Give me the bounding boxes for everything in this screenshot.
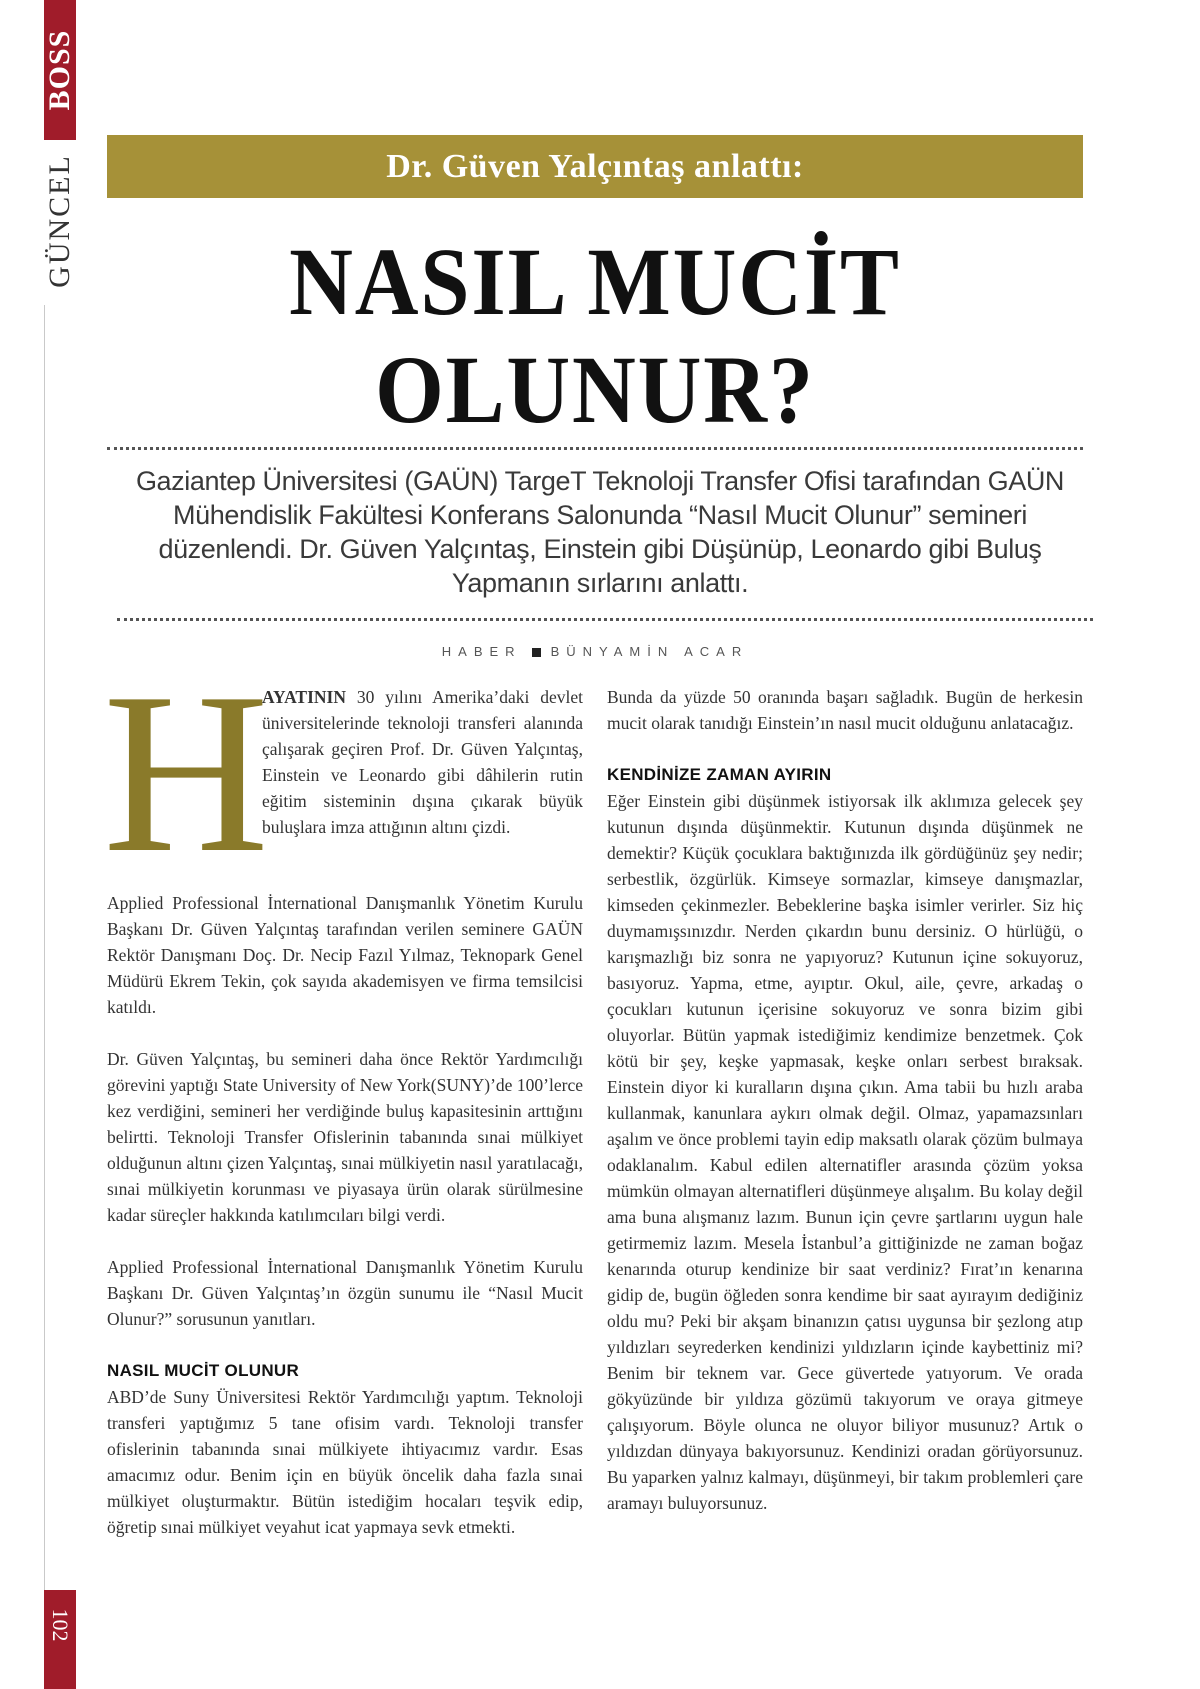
page-number — [44, 1600, 76, 1650]
intro-rest: 30 yılını Amerika’daki devlet üniversitelerinde teknoloji transferi alanında çalışarak geçiren Prof. Dr. Güven Yalçıntaş, Einstein ve Leonardo gibi dâhilerin rutin eğitim sisteminin dışına çıkarak büyük buluşlara imza attığının altını çizdi. — [262, 687, 583, 837]
byline-label: HABER — [441, 644, 522, 659]
article-column-right — [607, 684, 1083, 1542]
paragraph-1: Applied Professional İnternational Danışmanlık Yönetim Kurulu Başkanı Dr. Güven Yalçıntaş tarafından verilen seminere GAÜN Rektör Danışmanı Doç. Dr. Necip Fazıl Yılmaz, Teknopark Genel Müdürü Ekrem Tekin, çok sayıda akademisyen ve firma temsilcisi katıldı. — [107, 893, 583, 1017]
section-name: GÜNCEL — [43, 154, 76, 288]
margin-rule — [44, 305, 45, 1590]
subhead-nasil-mucit-olunur: NASIL MUCİT OLUNUR — [107, 1361, 300, 1380]
section-brand: BOSS — [43, 29, 76, 111]
headline — [146, 228, 1044, 444]
paragraph-4: ABD’de Suny Üniversitesi Rektör Yardımcılığı yaptım. Teknoloji transferi yaptığımız 5 tane ofisim vardı. Teknoloji transfer ofislerinin tabanında sınai mülkiyete ihtiyacımız vardır. Esas amacımız odur. Benim için en büyük öncelik daha fazla sınai mülkiyet oluşturmaktır. Bütün istediğim hocaları teşvik edip, öğretip sınai mülkiyet veyahut icat yapmaya sevk etmekti. — [107, 1387, 583, 1537]
intro-lead-word: AYATININ — [262, 687, 346, 707]
kicker-text: Dr. Güven Yalçıntaş anlattı: — [386, 147, 804, 185]
section-label — [44, 0, 76, 305]
paragraph-5: Bunda da yüzde 50 oranında başarı sağladık. Bugün de herkesin mucit olarak tanıdığı Einstein’ın nasıl mucit olduğunu anlatacağız. — [607, 687, 1083, 733]
divider-top — [107, 447, 1083, 450]
byline-author: BÜNYAMİN ACAR — [550, 644, 749, 659]
divider-bottom — [117, 618, 1093, 621]
intro-paragraph — [262, 684, 583, 840]
headline-line-2: OLUNUR? — [375, 336, 815, 443]
paragraph-2: Dr. Güven Yalçıntaş, bu semineri daha önce Rektör Yardımcılığı görevini yaptığı State University of New York(SUNY)’de 100’lerce kez verdiğini, semineri her verdiğinde buluş kapasitesinin arttığını belirtti. Teknoloji Transfer Ofislerinin tabanında sınai mülkiyet olduğunun altını çizen Yalçıntaş, sınai mülkiyetin nasıl yaratılacağı, sınai mülkiyetin korunması ve piyasaya ürün olarak sürülmesine kadar süreçler hakkında katılımcıları bilgi verdi. — [107, 1049, 583, 1225]
byline-separator — [532, 648, 541, 657]
page-number-text: 102 — [48, 1608, 73, 1642]
headline-line-1: NASIL MUCİT — [289, 228, 901, 335]
lead-paragraph: Gaziantep Üniversitesi (GAÜN) TargeT Teknoloji Transfer Ofisi tarafından GAÜN Mühendislik Fakültesi Konferans Salonunda “Nasıl Mucit Olunur” semineri düzenlendi. Dr. Güven Yalçıntaş, Einstein gibi Düşünüp, Leonardo gibi Buluş Yapmanın sırlarını anlattı. — [135, 466, 1065, 598]
kicker-band — [107, 135, 1083, 198]
paragraph-3: Applied Professional İnternational Danışmanlık Yönetim Kurulu Başkanı Dr. Güven Yalçıntaş’ın özgün sunumu ile “Nasıl Mucit Olunur?” sorusunun yanıtları. — [107, 1257, 583, 1329]
drop-cap: H — [103, 645, 270, 900]
subhead-kendinize-zaman-ayirin: KENDİNİZE ZAMAN AYIRIN — [607, 765, 832, 784]
paragraph-6: Eğer Einstein gibi düşünmek istiyorsak ilk aklımıza gelecek şey kutunun dışında düşünmektir. Kutunun dışında düşünmek ne demektir? Küçük çocuklara baktığınızda ilk gördüğünüz şey nedir; serbestlik, özgürlük. Kimseye sormazlar, kimseye danışmazlar, kimseden çekinmezler. Bebeklerine başka isimler verirler. Siz hiç duymamışsınızdır. Nerden çıkardın bunu dersiniz. O hürlüğü, o karışmazlığı biz sonra ne yapıyoruz? Kutunun içine sokuyoruz, basıyoruz. Yapma, etme, ayıptır. Okul, aile, çevre, arkadaş o çocukları kutunun içerisine sokuyoruz ve sonra bizim gibi oluyorlar. Bütün yapmak istediğimiz kendimize benzetmek. Çok kötü bir şey, keşke yapmasak, keşke onları serbest bıraksak. Einstein diyor ki kuralların dışına çıkın. Ama tabii bu hızlı araba kullanmak, kanunlara aykırı olmak değil. Olmaz, yapamazsınları aşalım ve önce problemi tayin edip maksatlı olarak çözüm bulmaya odaklanalım. Kabul edilen alternatifler arasında çözüm yoksa mümkün olmayan alternatifleri düşünmeye alışalım. Bu kolay değil ama buna alışmanız lazım. Bunun için çevre şartlarını uygun hale getirmemiz lazım. Mesela İstanbul’a gittiğinizde ne zaman boğaz kenarında oturup kendinize bir saat verdiniz? Fırat’ın kenarına gidip de, bugün öğleden sonra kendime bir saat ayırayım dediğiniz oldu mu? Peki bir akşam binanızın çatısı uygunsa bir şezlong atıp yıldızları seyrederken kendinizi yıldızların içinde kaybettiniz mi? Benim bir teknem var. Gece güvertede yatıyorum. Ve orada gökyüzünde bir yıldıza gözümü takıyorum ve oraya gitmeye çalışıyorum. Böyle olunca ne oluyor biliyor musunuz? Artık o yıldızdan dünyaya bakıyorsunuz. Kendinizi oradan görüyorsunuz. Bu yaparken yalnız kalmayı, düşünmeyi, bir takım problemleri çare aramayı buluyorsunuz. — [607, 791, 1083, 1513]
